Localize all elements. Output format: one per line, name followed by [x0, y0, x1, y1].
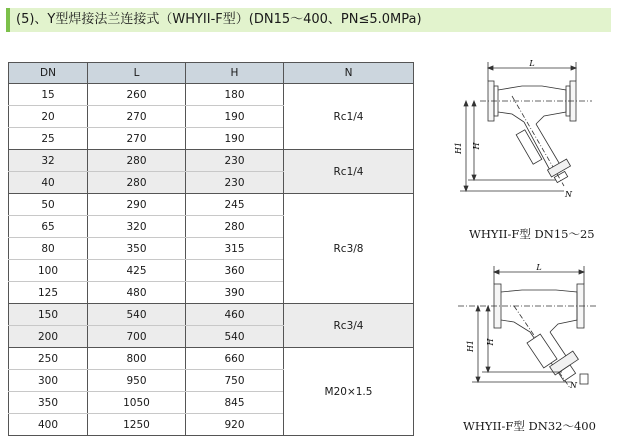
cell-h: 315: [186, 238, 284, 260]
cell-h: 230: [186, 172, 284, 194]
cell-h: 180: [186, 84, 284, 106]
cell-n: Rc1/4: [284, 150, 414, 194]
caption-dn32-400: WHYII-F型 DN32～400: [463, 419, 596, 433]
table-row: [9, 194, 414, 216]
dim-label-l: L: [536, 263, 542, 272]
cell-l: 480: [88, 282, 186, 304]
cell-dn: 40: [9, 172, 88, 194]
cell-h: 360: [186, 260, 284, 282]
cell-dn: 15: [9, 84, 88, 106]
cell-l: 350: [88, 238, 186, 260]
column-header-l: L: [88, 63, 186, 84]
column-header-n: N: [284, 63, 414, 84]
dim-label-h: H: [472, 142, 481, 150]
cell-dn: 125: [9, 282, 88, 304]
dim-label-h1: H1: [454, 141, 463, 155]
cell-h: 845: [186, 392, 284, 414]
table-row: [9, 304, 414, 326]
section-title: (5)、Y型焊接法兰连接式（WHYII-F型）(DN15～400、PN≤5.0MPa): [6, 8, 611, 32]
dimension-table: [8, 62, 414, 436]
cell-h: 190: [186, 106, 284, 128]
cell-dn: 200: [9, 326, 88, 348]
cell-l: 320: [88, 216, 186, 238]
cell-l: 270: [88, 128, 186, 150]
label-n: N: [570, 381, 577, 390]
dim-label-l: L: [529, 59, 535, 68]
cell-dn: 65: [9, 216, 88, 238]
cell-n: Rc3/8: [284, 194, 414, 304]
cell-l: 260: [88, 84, 186, 106]
cell-l: 1250: [88, 414, 186, 436]
cell-dn: 300: [9, 370, 88, 392]
cell-n: Rc1/4: [284, 84, 414, 150]
cell-l: 800: [88, 348, 186, 370]
cell-l: 280: [88, 172, 186, 194]
cell-l: 270: [88, 106, 186, 128]
cell-h: 460: [186, 304, 284, 326]
caption-dn15-25: WHYII-F型 DN15～25: [469, 227, 595, 241]
table-row: [9, 348, 414, 370]
cell-dn: 25: [9, 128, 88, 150]
cell-l: 540: [88, 304, 186, 326]
table-header-row: [9, 63, 414, 84]
cell-dn: 80: [9, 238, 88, 260]
dim-label-h: H: [486, 338, 495, 346]
cell-l: 290: [88, 194, 186, 216]
cell-n: Rc3/4: [284, 304, 414, 348]
cell-dn: 150: [9, 304, 88, 326]
cell-h: 245: [186, 194, 284, 216]
cell-n: M20×1.5: [284, 348, 414, 436]
drawing-dn15-25: [452, 56, 612, 201]
cell-dn: 100: [9, 260, 88, 282]
cell-h: 390: [186, 282, 284, 304]
column-header-h: H: [186, 63, 284, 84]
cell-h: 920: [186, 414, 284, 436]
cell-dn: 50: [9, 194, 88, 216]
column-header-dn: DN: [9, 63, 88, 84]
cell-dn: 400: [9, 414, 88, 436]
cell-dn: 32: [9, 150, 88, 172]
cell-l: 280: [88, 150, 186, 172]
cell-l: 700: [88, 326, 186, 348]
cell-l: 950: [88, 370, 186, 392]
cell-h: 540: [186, 326, 284, 348]
cell-h: 750: [186, 370, 284, 392]
label-n: N: [565, 190, 572, 199]
dim-label-h1: H1: [466, 339, 475, 353]
drawing-dn32-400: [452, 262, 612, 402]
table-row: [9, 150, 414, 172]
cell-h: 190: [186, 128, 284, 150]
cell-h: 280: [186, 216, 284, 238]
cell-h: 660: [186, 348, 284, 370]
cell-dn: 350: [9, 392, 88, 414]
cell-l: 1050: [88, 392, 186, 414]
cell-dn: 20: [9, 106, 88, 128]
cell-l: 425: [88, 260, 186, 282]
cell-h: 230: [186, 150, 284, 172]
cell-dn: 250: [9, 348, 88, 370]
table-row: [9, 84, 414, 106]
